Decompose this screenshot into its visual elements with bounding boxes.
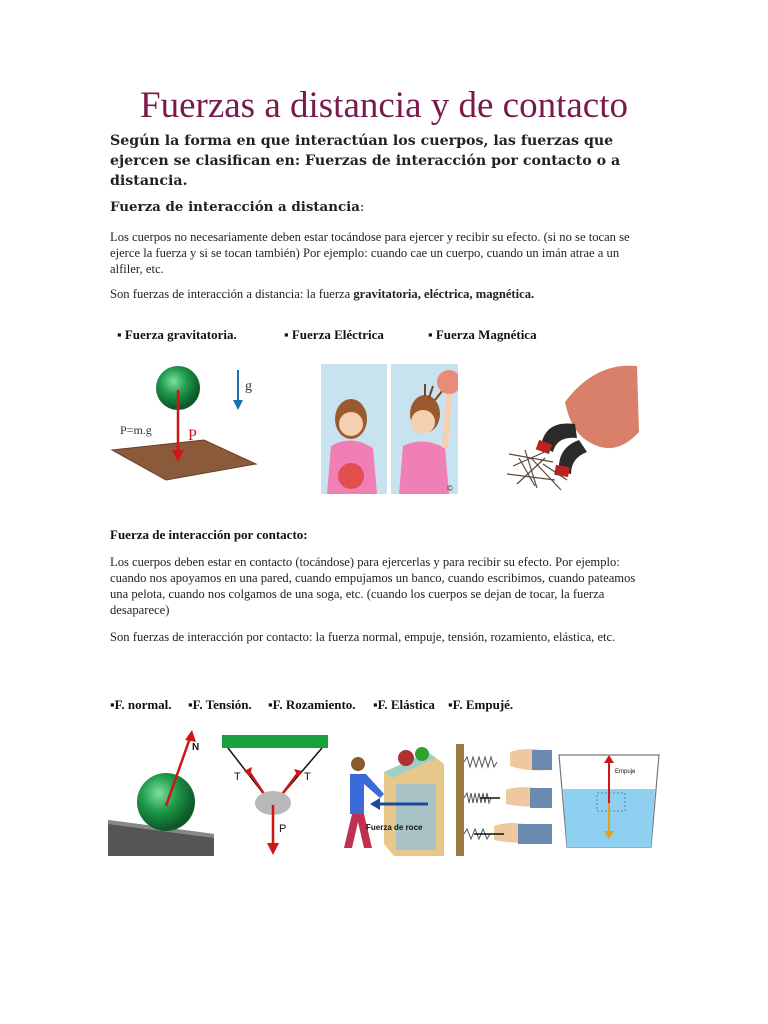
bullet-electric: ▪ Fuerza Eléctrica bbox=[284, 327, 384, 342]
bullet-buoyancy: ▪F. Empujé. bbox=[448, 697, 514, 712]
bullet-tension: ▪F. Tensión. bbox=[188, 697, 252, 712]
spring-1 bbox=[464, 757, 497, 767]
distance-bullets bbox=[0, 327, 768, 345]
elastic-illustration bbox=[456, 744, 552, 856]
contact-paragraph-2: Son fuerzas de interacción por contacto: la fuerza normal, empuje, tensión, rozamiento, elástica, etc. bbox=[110, 630, 616, 644]
distance-paragraph-2: Son fuerzas de interacción a distancia: la fuerza gravitatoria, eléctrica, magnética. bbox=[110, 287, 535, 301]
bullet-normal: ▪F. normal. bbox=[110, 697, 172, 712]
normal-force-illustration bbox=[108, 728, 216, 858]
contact-paragraph-1: Los cuerpos deben estar en contacto (tocándose) para ejercerlas y para recibir su efecto. Por ejemplo: cuando nos apoyamos en una pared, cuando empujamos un banco, cuando escribimos, cuando pateamos una pelota, cuando nos colgamos de una soga, etc. (cuando los cuerpos se dejan de tocar, la fuerza desaparece) bbox=[110, 555, 636, 617]
friction-label: Fuerza de roce bbox=[366, 823, 423, 832]
bullet-friction: ▪F. Rozamiento. bbox=[268, 697, 356, 712]
tension-illustration bbox=[222, 735, 328, 858]
contact-heading: Fuerza de interacción por contacto: bbox=[110, 527, 308, 542]
buoyancy-illustration bbox=[557, 753, 661, 849]
wall bbox=[456, 744, 464, 856]
distance-paragraph-1: Los cuerpos no necesariamente deben estar tocándose para ejercer y recibir su efecto. (si no se tocan se ejerce la fuerza y si se tocan también) Por ejemplo: cuando cae un cuerpo, cuando un imán atrae a un alfiler, etc. bbox=[110, 230, 630, 276]
weight-formula-label: P=m.g bbox=[120, 423, 152, 437]
bullet-gravitational: ▪ Fuerza gravitatoria. bbox=[117, 327, 237, 342]
bullet-elastic: ▪F. Elástica bbox=[373, 697, 435, 712]
contact-bullets bbox=[0, 697, 768, 715]
gravity-illustration bbox=[108, 362, 260, 484]
intro-text: Según la forma en que interactúan los cuerpos, las fuerzas que ejercen se clasifican en: Fuerzas de interacción por contacto o a distancia. bbox=[110, 133, 621, 189]
svg-text:©: © bbox=[447, 484, 453, 493]
buoyancy-label: Empuje bbox=[615, 769, 636, 775]
page-title: Fuerzas a distancia y de contacto bbox=[140, 85, 628, 126]
ground-plane bbox=[112, 440, 256, 480]
weight-label: P bbox=[279, 823, 287, 835]
balloon bbox=[338, 463, 364, 489]
support-beam bbox=[222, 735, 328, 748]
tension-label-left: T bbox=[234, 771, 241, 783]
bullet-magnetic: ▪ Fuerza Magnética bbox=[428, 327, 537, 342]
weight-label: P bbox=[188, 427, 197, 444]
tension-label-right: T bbox=[304, 771, 311, 783]
normal-label: N bbox=[192, 742, 200, 753]
ball bbox=[137, 773, 195, 831]
friction-illustration bbox=[336, 744, 444, 856]
electric-illustration bbox=[321, 364, 458, 494]
gravity-label: g bbox=[245, 379, 252, 394]
magnetic-illustration bbox=[505, 362, 641, 496]
distance-heading: Fuerza de interacción a distancia: bbox=[110, 199, 365, 215]
